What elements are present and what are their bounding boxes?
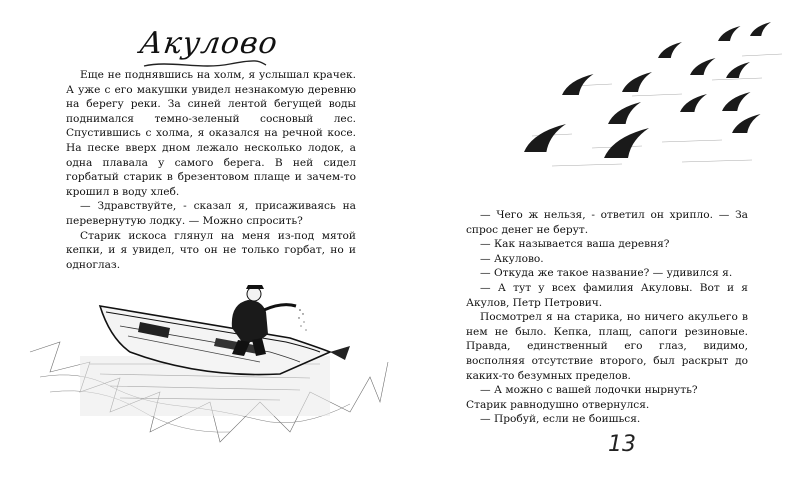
shark-fins-illustration [512, 16, 792, 176]
paragraph: Старик искоса глянул на меня из-под мятой кепки, и я увидел, что он не только горбат, но и одноглаз. [66, 229, 356, 271]
page-number: 13 [608, 432, 636, 457]
boat-illustration [20, 282, 390, 452]
paragraph: Старик равнодушно отвернулся. [466, 398, 650, 411]
paragraph: — Акулово. [480, 252, 544, 265]
paragraph: — А тут у всех фамилия Акуловы. Вот и я Акулов, Петр Петрович. [466, 281, 748, 309]
paragraph: — Откуда же такое название? — удивился я. [480, 267, 733, 280]
paragraph: Еще не поднявшись на холм, я услышал крачек. А уже с его макушки увидел незнакомую деревню на берегу реки. За синей лентой бегущей воды поднимался темно-зеленый сосновый лес. Спустившись с холма, я оказался на речной косе. На песке вверх дном лежало несколько лодок, а одна плавала у самого берега. В ней сидел горбатый старик в брезентовом плаще и зачем-то крошил в воду хлеб. [66, 69, 356, 198]
right-text-column [466, 208, 748, 427]
paragraph: — Как называется ваша деревня? [480, 238, 670, 251]
paragraph: — Здравствуйте, - сказал я, присаживаясь на перевернутую лодку. — Можно спросить? [66, 200, 356, 227]
paragraph: — Пробуй, если не боишься. [480, 413, 641, 426]
left-text-column [66, 68, 356, 272]
right-page [400, 0, 800, 483]
paragraph: — А можно с вашей лодочки нырнуть? [480, 384, 698, 397]
water-lines [532, 54, 782, 166]
chapter-title: Акулово [137, 26, 281, 61]
paragraph: Посмотрел я на старика, но ничего акульего в нем не было. Кепка, плащ, сапоги резиновые. Правда, единственный его глаз, видимо, восполняя отсутствие второго, был раскрыт до каких-то безумных пределов. [466, 311, 748, 382]
paragraph: — Чего ж нельзя, - ответил он хрипло. — За спрос денег не берут. [466, 209, 748, 236]
fins [524, 22, 771, 158]
